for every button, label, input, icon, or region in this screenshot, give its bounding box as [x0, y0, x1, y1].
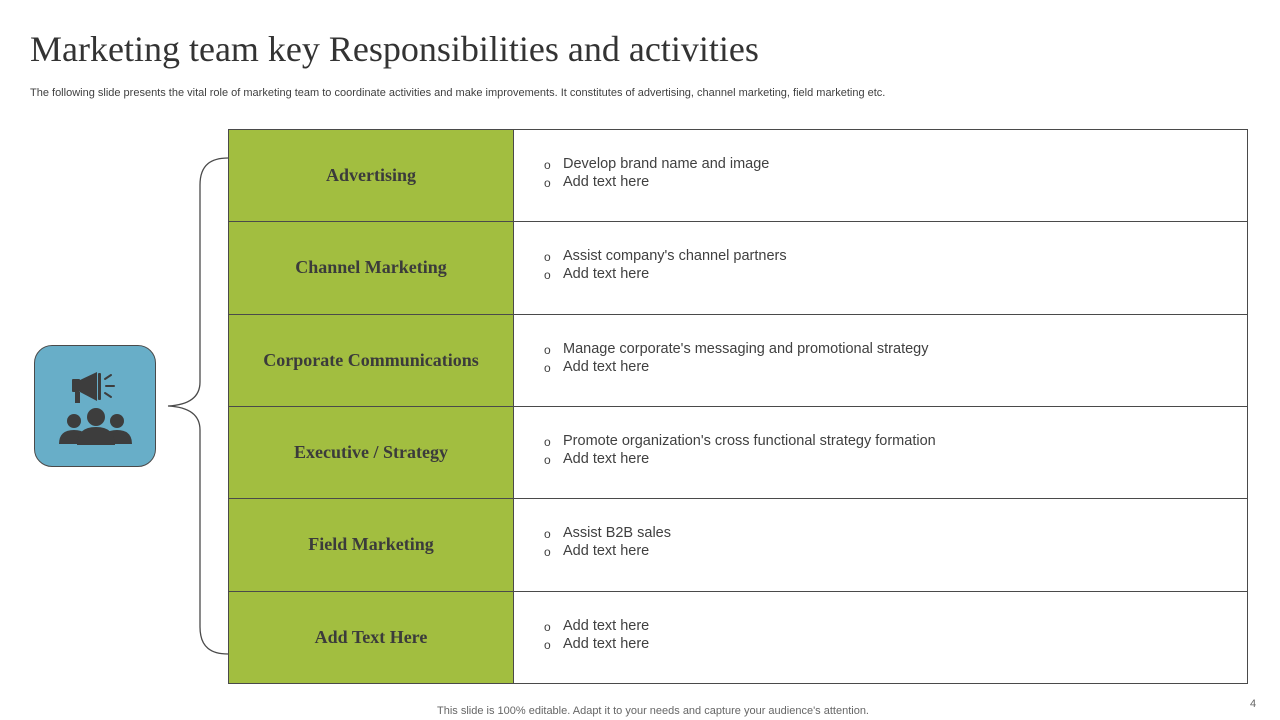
- responsibility-label-cell: [229, 499, 514, 590]
- activities-cell: [514, 592, 1247, 683]
- activity-item: [544, 635, 649, 653]
- activity-item: [544, 524, 671, 542]
- bullet-circle-icon: o: [544, 619, 551, 634]
- activity-item: [544, 450, 936, 468]
- activities-cell: [514, 222, 1247, 313]
- bullet-circle-icon: o: [544, 452, 551, 467]
- activity-text: Promote organization's cross functional strategy formation: [563, 432, 936, 449]
- responsibilities-table: [228, 129, 1248, 684]
- activity-text: Develop brand name and image: [563, 156, 770, 172]
- bullet-circle-icon: o: [544, 434, 551, 449]
- responsibility-label: Channel Marketing: [295, 257, 447, 278]
- activities-list: [544, 340, 928, 376]
- slide-footer-note: This slide is 100% editable. Adapt it to your needs and capture your audience's attention.: [437, 705, 869, 717]
- activity-text: Add text here: [563, 266, 650, 283]
- responsibility-row: [229, 314, 1247, 406]
- responsibility-label: Advertising: [326, 165, 416, 186]
- activity-item: [544, 432, 936, 450]
- responsibility-row: [229, 406, 1247, 498]
- activity-text: Assist B2B sales: [563, 525, 671, 542]
- activity-text: Add text here: [563, 617, 650, 634]
- responsibility-row: [229, 221, 1247, 313]
- responsibility-label-cell: [229, 407, 514, 498]
- responsibility-row: [229, 591, 1247, 683]
- bullet-circle-icon: o: [544, 360, 551, 375]
- slide-title: Marketing team key Responsibilities and activities: [30, 29, 759, 69]
- activity-text: Manage corporate's messaging and promotional strategy: [563, 340, 929, 357]
- responsibility-label: Executive / Strategy: [294, 442, 448, 463]
- page-number: 4: [1250, 698, 1257, 710]
- activities-cell: [514, 315, 1247, 406]
- activity-text: Add text here: [563, 543, 650, 560]
- activity-text: Add text here: [563, 635, 650, 652]
- activities-list: [544, 524, 671, 560]
- activities-list: [544, 617, 649, 653]
- activity-text: Add text here: [563, 358, 650, 375]
- activity-text: Add text here: [563, 450, 650, 467]
- activity-item: [544, 340, 928, 358]
- activity-item: [544, 358, 928, 376]
- activities-list: [544, 247, 787, 283]
- responsibility-label-cell: [229, 222, 514, 313]
- activities-cell: [514, 407, 1247, 498]
- bullet-circle-icon: o: [544, 268, 551, 283]
- bullet-circle-icon: o: [544, 545, 551, 560]
- bullet-circle-icon: o: [544, 176, 551, 190]
- responsibility-label: Field Marketing: [308, 534, 434, 555]
- responsibility-label: Corporate Communications: [263, 349, 479, 370]
- activity-text: Assist company's channel partners: [563, 248, 787, 265]
- activity-item: [544, 617, 649, 635]
- activities-cell: [514, 130, 1247, 221]
- responsibility-label-cell: [229, 130, 514, 221]
- activities-list: [544, 155, 769, 191]
- responsibility-label: Add Text Here: [314, 626, 428, 647]
- responsibility-label-cell: [229, 315, 514, 406]
- bullet-circle-icon: o: [544, 342, 551, 357]
- bullet-circle-icon: o: [544, 637, 551, 652]
- activity-item: [544, 265, 787, 283]
- activities-list: [544, 432, 936, 468]
- activity-text: Add text here: [563, 174, 650, 190]
- team-icon-tile: [34, 345, 156, 467]
- bullet-circle-icon: o: [544, 527, 551, 542]
- bullet-circle-icon: o: [544, 250, 551, 265]
- bullet-circle-icon: o: [544, 158, 551, 172]
- slide-subtitle: The following slide presents the vital role of marketing team to coordinate activities and make improvements. It constitutes of advertising, channel marketing, field marketing etc.: [30, 87, 886, 99]
- responsibility-row: [229, 498, 1247, 590]
- activities-cell: [514, 499, 1247, 590]
- activity-item: [544, 247, 787, 265]
- activity-item: [544, 173, 769, 191]
- activity-item: [544, 155, 769, 173]
- responsibility-label-cell: [229, 592, 514, 683]
- activity-item: [544, 542, 671, 560]
- responsibility-row: [229, 130, 1247, 221]
- marketing-team-megaphone-icon: [35, 346, 157, 468]
